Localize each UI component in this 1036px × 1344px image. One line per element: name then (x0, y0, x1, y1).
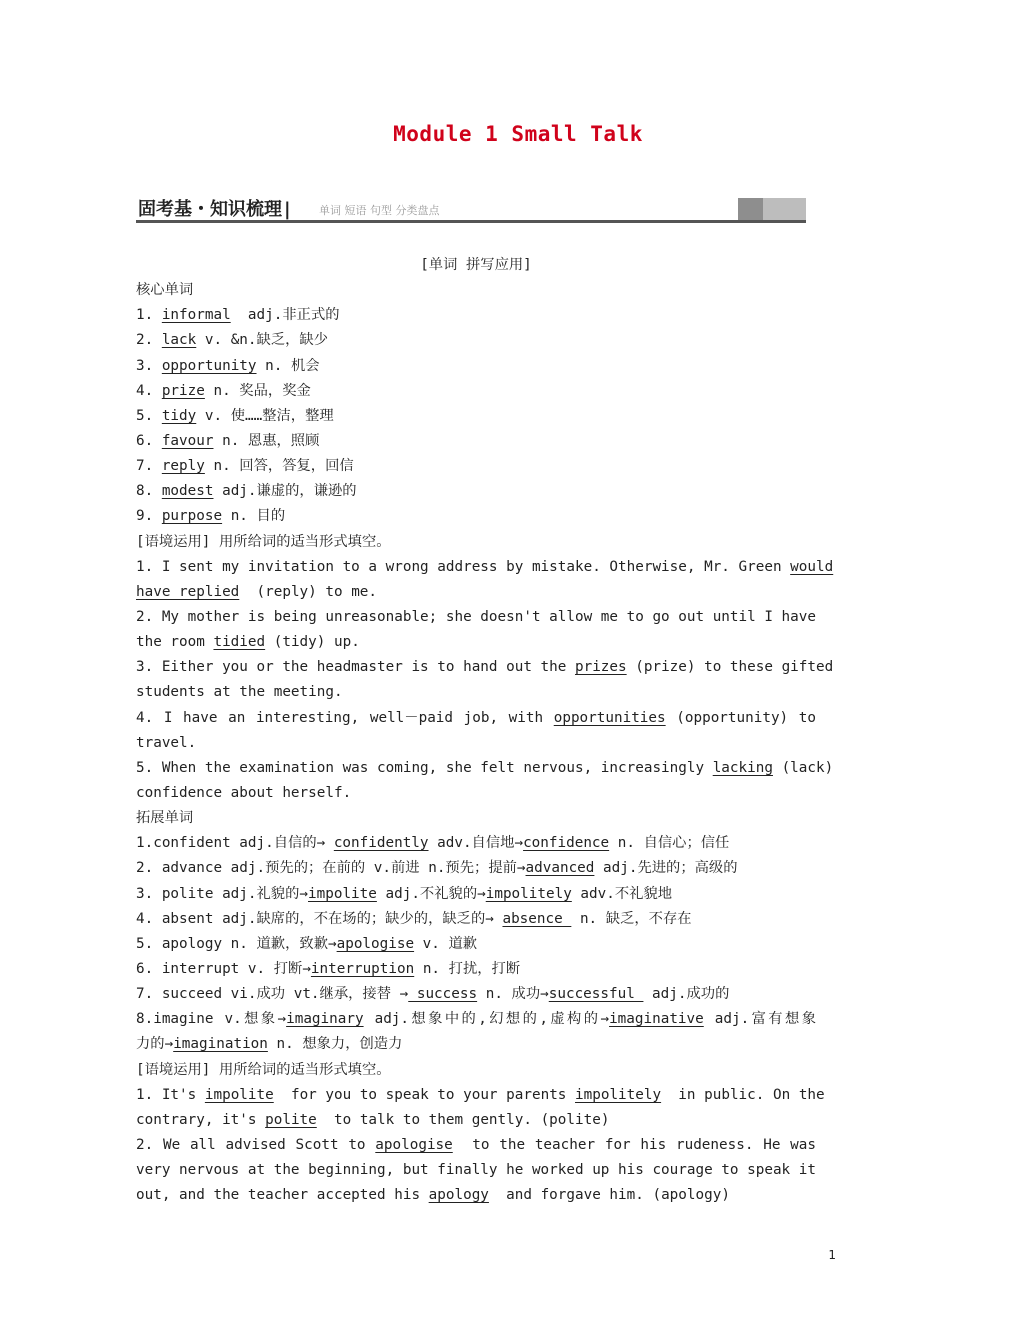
extended-word-item: 6. interrupt v. 打断→interruption n. 打扰，打断 (136, 960, 521, 977)
exercise1-line: confidence about herself. (136, 784, 352, 801)
exercise1-line: travel. (136, 734, 197, 751)
exercise1-line: 2. My mother is being unreasonable; she doesn't allow me to go out until I have (136, 608, 816, 625)
extended-word-item: 7. succeed vi.成功 vt.继承，接替 → success n. 成功→successful adj.成功的 (136, 986, 730, 1003)
core-word-item: 7. reply n. 回答，答复，回信 (136, 458, 354, 475)
core-word-item: 4. prize n. 奖品，奖金 (136, 382, 311, 399)
page-number: 1 (828, 1248, 836, 1262)
banner-decoration-dark (738, 198, 763, 220)
core-words-heading: 核心单词 (136, 282, 194, 299)
page-title: Module 1 Small Talk (393, 122, 643, 146)
exercise2-line: out, and the teacher accepted his apology and forgave him. (apology) (136, 1187, 730, 1204)
banner-subtitle: 单词 短语 句型 分类盘点 (319, 204, 440, 217)
exercise1-line: 1. I sent my invitation to a wrong address by mistake. Otherwise, Mr. Green would (136, 558, 834, 575)
exercise2-line: very nervous at the beginning, but finally he worked up his courage to speak it (136, 1162, 816, 1179)
exercise2-heading: [语境运用] 用所给词的适当形式填空。 (136, 1061, 391, 1078)
extended-word-item: 3. polite adj.礼貌的→impolite adj.不礼貌的→impolitely adv.不礼貌地 (136, 885, 673, 902)
core-word-item: 1. informal adj.非正式的 (136, 307, 340, 324)
extended-word-item: 2. advance adj.预先的；在前的 v.前进 n.预先；提前→advanced adj.先进的；高级的 (136, 860, 738, 877)
exercise1-line: 5. When the examination was coming, she felt nervous, increasingly lacking (lack) (136, 759, 834, 776)
extended-word-item: 4. absent adj.缺席的，不在场的；缺少的，缺乏的→ absence n. 缺乏，不存在 (136, 910, 692, 927)
core-word-item: 8. modest adj.谦虚的，谦逊的 (136, 483, 357, 500)
exercise2-line: 2. We all advised Scott to apologise to the teacher for his rudeness. He was (136, 1136, 817, 1153)
banner-rule (136, 220, 806, 223)
extended-word-item: 1.confident adj.自信的→ confidently adv.自信地→confidence n. 自信心；信任 (136, 835, 730, 852)
exercise1-line: students at the meeting. (136, 684, 343, 701)
banner-decoration-light (763, 198, 806, 220)
core-word-item: 5. tidy v. 使……整洁，整理 (136, 407, 334, 424)
extended-word-item: 8.imagine v.想象→imaginary adj.想象中的,幻想的,虚构的→imaginative adj.富有想象 (136, 1011, 816, 1028)
core-word-item: 2. lack v. &n.缺乏，缺少 (136, 332, 329, 349)
document-body (136, 253, 834, 1208)
exercise1-line: have replied (reply) to me. (136, 583, 378, 600)
core-word-item: 6. favour n. 恩惠，照顾 (136, 432, 320, 449)
core-word-item: 3. opportunity n. 机会 (136, 357, 320, 374)
core-word-item: 9. purpose n. 目的 (136, 508, 286, 525)
extended-words-heading: 拓展单词 (136, 810, 194, 827)
exercise1-line: 3. Either you or the headmaster is to hand out the prizes (prize) to these gifted (136, 659, 834, 676)
extended-word-item: 力的→imagination n. 想象力，创造力 (136, 1036, 403, 1053)
exercise1-line: 4. I have an interesting, well－paid job, with opportunities (opportunity) to (136, 709, 816, 726)
section-heading: [单词 拼写应用] (420, 257, 532, 273)
exercise1-heading: [语境运用] 用所给词的适当形式填空。 (136, 533, 391, 550)
banner-title: 固考基・知识梳理 | (138, 199, 291, 220)
section-banner (136, 195, 806, 223)
exercise1-line: the room tidied (tidy) up. (136, 634, 360, 651)
exercise2-line: contrary, it's polite to talk to them gently. (polite) (136, 1111, 610, 1128)
extended-word-item: 5. apology n. 道歉，致歉→apologise v. 道歉 (136, 935, 478, 952)
core-word-list (136, 303, 816, 529)
exercise2-line: 1. It's impolite for you to speak to your parents impolitely in public. On the (136, 1086, 825, 1103)
